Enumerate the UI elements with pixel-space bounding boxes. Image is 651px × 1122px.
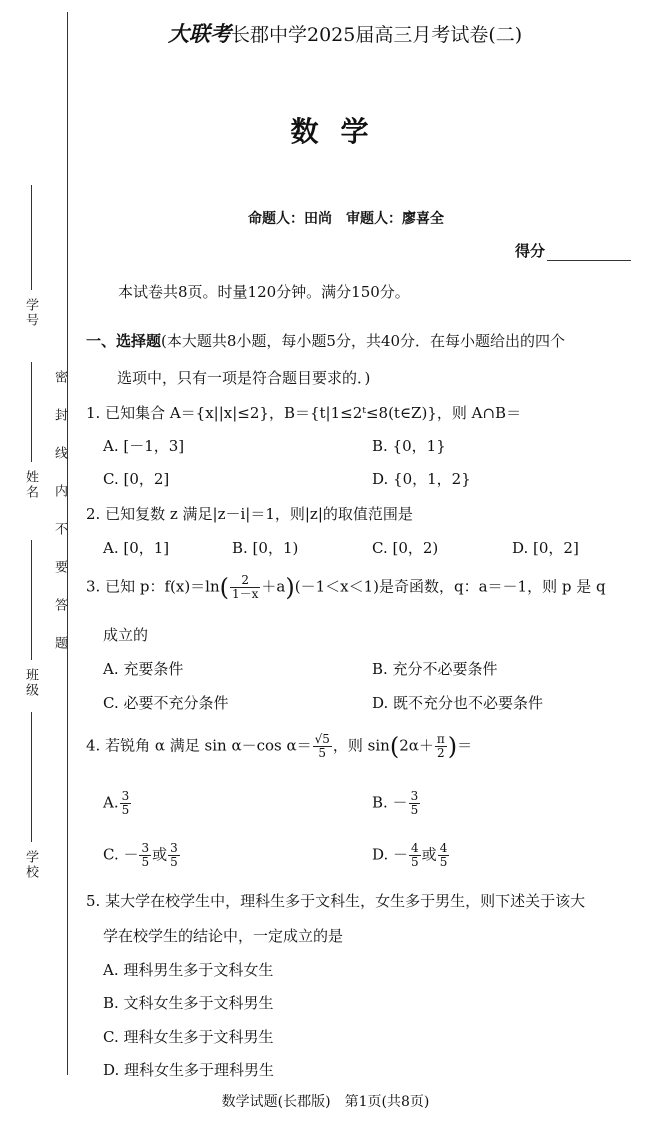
student-id-label: 学号 — [23, 298, 38, 328]
q4-c-num1: 3 — [141, 841, 150, 855]
section-desc-1: (本大题共8小题，每小题5分，共40分．在每小题给出的四个 — [161, 332, 566, 350]
q4-d-label: D. － — [372, 845, 409, 864]
q4-b-den: 5 — [410, 803, 419, 817]
q4-part-1: 4. 若锐角 α 满足 sin α－cos α＝ — [86, 736, 312, 755]
q4-d-den1: 5 — [411, 855, 419, 869]
q4-frac-den: 5 — [318, 746, 327, 760]
q4-d-num1: 4 — [411, 841, 419, 855]
q4-part-3: 2α＋ — [399, 736, 434, 755]
q3-option-a[interactable]: A. 充要条件 — [103, 660, 184, 678]
q3-stem: 3. 已知 p：f(x)＝ln( $\frac{2}{1-x}$ ＋a)(－1＜x＜1)是奇函数，q：a＝－1，则 p 是 q — [86, 573, 606, 602]
name-label: 姓名 — [23, 470, 38, 500]
q3-fraction — [230, 574, 260, 601]
seal-notice: 密封线内不要答题 — [52, 370, 67, 674]
q4-b-num: 3 — [410, 789, 419, 803]
q4-c-num2: 3 — [170, 841, 178, 855]
q3-part-1: 3. 已知 p：f(x)＝ln — [86, 577, 220, 596]
q4-d-den2: 5 — [439, 855, 448, 869]
q3-part-3: (－1＜x＜1)是奇函数，q：a＝－1，则 p 是 q — [294, 577, 606, 596]
student-id-blank[interactable] — [31, 185, 32, 290]
q3-option-b[interactable]: B. 充分不必要条件 — [372, 660, 498, 678]
q4-a-den: 5 — [121, 803, 130, 817]
q4-pi-den: 2 — [437, 746, 445, 760]
q4-frac-num: √5 — [314, 732, 330, 746]
q1-option-a[interactable]: A. [－1，3] — [103, 437, 185, 455]
q5-option-b[interactable]: B. 文科女生多于文科男生 — [103, 994, 274, 1012]
q3-frac-num: 2 — [230, 574, 260, 588]
q4-d-or: 或 — [421, 845, 437, 864]
q4-option-a[interactable] — [103, 790, 132, 817]
q4-option-c[interactable] — [103, 842, 181, 869]
q4-fraction — [313, 733, 332, 760]
subject-title: 数学 — [290, 115, 391, 148]
q3-stem-line2: 成立的 — [103, 626, 149, 644]
q4-d-num2: 4 — [439, 841, 448, 855]
section-desc-2: 选项中，只有一项是符合题目要求的．) — [117, 369, 371, 387]
score-blank[interactable] — [547, 244, 631, 261]
q5-stem-line2: 学在校学生的结论中，一定成立的是 — [103, 927, 344, 945]
q3-frac-den: 1－x — [232, 587, 259, 601]
exam-info: 本试卷共8页。时量120分钟。满分150分。 — [118, 283, 410, 301]
q5-option-c[interactable]: C. 理科女生多于文科男生 — [103, 1028, 274, 1046]
q4-pi-num: π — [436, 732, 445, 746]
page-footer: 数学试题(长郡版) 第1页(共8页) — [221, 1094, 430, 1110]
authors: 命题人：田尚 审题人：廖喜全 — [248, 211, 444, 227]
brand-logo: 大联考 — [168, 22, 231, 46]
school-blank[interactable] — [31, 712, 32, 842]
school-label: 学校 — [23, 850, 38, 880]
q3-part-2: ＋a — [261, 577, 286, 596]
q2-option-a[interactable]: A. [0，1] — [103, 539, 170, 557]
q4-c-or: 或 — [152, 845, 168, 864]
q4-stem: 4. 若锐角 α 满足 sin α－cos α＝ $\frac{√5}{5}$ ，则 sin(2α＋ $\frac{\pi}{2}$ )＝ — [86, 732, 473, 761]
section-heading — [86, 331, 565, 351]
class-label: 班级 — [23, 668, 38, 698]
q4-option-b[interactable] — [372, 790, 421, 817]
q4-option-d[interactable] — [372, 842, 450, 869]
q5-option-a[interactable]: A. 理科男生多于文科女生 — [103, 961, 274, 979]
section-label: 一、选择题 — [86, 332, 162, 350]
q4-part-4: ＝ — [457, 736, 473, 755]
q2-option-d[interactable]: D. [0，2] — [512, 539, 579, 557]
q2-stem: 2. 已知复数 z 满足|z－i|＝1，则|z|的取值范围是 — [86, 505, 413, 523]
q4-a-label: A. — [103, 793, 119, 812]
q1-option-c[interactable]: C. [0，2] — [103, 470, 170, 488]
q4-pi-fraction — [435, 733, 447, 760]
q1-option-b[interactable]: B. {0，1} — [372, 437, 446, 455]
q5-option-d[interactable]: D. 理科女生多于理科男生 — [103, 1061, 275, 1079]
q1-stem: 1. 已知集合 A＝{x||x|≤2}，B＝{t|1≤2ᵗ≤8(t∈Z)}，则 A∩B＝ — [86, 404, 522, 422]
name-blank[interactable] — [31, 362, 32, 462]
q5-stem-line1: 5. 某大学在校学生中，理科生多于文科生，女生多于男生，则下述关于该大 — [86, 892, 586, 910]
q4-c-den2: 5 — [170, 855, 178, 869]
q4-c-den1: 5 — [141, 855, 150, 869]
q1-option-d[interactable]: D. {0，1，2} — [372, 470, 471, 488]
class-blank[interactable] — [31, 540, 32, 660]
q2-option-b[interactable]: B. [0，1) — [232, 539, 299, 557]
exam-title: 长郡中学2025届高三月考试卷(二) — [231, 24, 523, 46]
q3-option-d[interactable]: D. 既不充分也不必要条件 — [372, 694, 544, 712]
q3-option-c[interactable]: C. 必要不充分条件 — [103, 694, 229, 712]
q2-option-c[interactable]: C. [0，2) — [372, 539, 439, 557]
q4-part-2: ，则 sin — [332, 736, 390, 755]
score-field — [515, 240, 631, 261]
q4-c-label: C. － — [103, 845, 139, 864]
q4-b-label: B. － — [372, 793, 408, 812]
q4-a-num: 3 — [121, 789, 130, 803]
score-label: 得分 — [515, 242, 546, 260]
exam-header — [168, 18, 522, 48]
